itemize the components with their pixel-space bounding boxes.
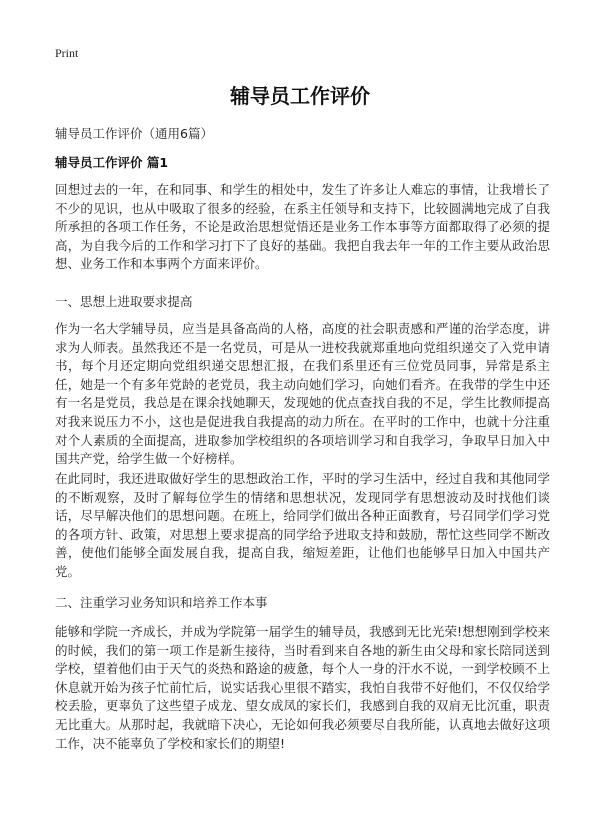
- paragraph-intro: 回想过去的一年，在和同事、和学生的相处中，发生了许多让人难忘的事情，让我增长了不少的见识，也从中吸取了很多的经验，在系主任领导和支持下，比较圆满地完成了自我所承担的各项工作任务，不论是政治思想觉悟还是业务工作本事等方面都取得了必须的提高，为自我今后的工作和学习打下了良好的基础。我把自我去年一年的工作主要从政治思想、业务工作和本事两个方面来评价。: [55, 182, 550, 272]
- paragraph-growth: 能够和学院一齐成长，并成为学院第一届学生的辅导员，我感到无比光荣!想想刚到学校来的时候，我们的第一项工作是新生接待，当时看到来自各地的新生由父母和家长陪同送到学校，望着他们由于天气的炎热和路途的疲惫，每个人一身的汗水不说，一到学校顾不上休息就开始为孩子忙前忙后，说实话我心里很不踏实，我怕自我带不好他们，不仅仅给学校丢脸，更辜负了这些望子成龙、望女成凤的家长们，我感到自我的双肩无比沉重，职责无比重大。从那时起，我就暗下决心，无论如何我必须要尽自我所能，认真地去做好这项工作，决不能辜负了学校和家长们的期望!: [55, 624, 550, 751]
- section-heading-1: 一、思想上进取要求提高: [55, 294, 193, 309]
- paragraph-student-work: 在此同时，我还进取做好学生的思想政治工作，平时的学习生活中，经过自我和其他同学的不断观察，及时了解每位学生的情绪和思想状况，发现同学有思想波动及时找他们谈话，尽早解决他们的思想问题。在班上，给同学们做出各种正面教育，号召同学们学习党的各项方针、政策，对思想上要求提高的同学给予进取支持和鼓励，帮忙这些同学不断改善，使他们能够全面发展自我，提高自我，缩短差距，让他们也能够早日加入中国共产党。: [55, 471, 550, 579]
- paragraph-political: 作为一名大学辅导员，应当是具备高尚的人格，高度的社会职责感和严谨的治学态度，讲求为人师表。虽然我还不是一名党员，可是从一进校我就郑重地向党组织递交了入党申请书，每个月还定期向党组织递交思想汇报，在我们系里还有三位党员同事，异常是系主任，她是一个有多年党龄的老党员，我主动向她们学习，向她们看齐。在我带的学生中还有一名是党员，我总是在课余找她聊天，发现她的优点查找自我的不足，学生比教师提高对我来说压力不小，这也是促进我自我提高的动力所在。在平时的工作中，也就十分注重对个人素质的全面提高，进取参加学校组织的各项培训学习和自我学习，争取早日加入中国共产党，给学生做一个好榜样。: [55, 321, 550, 467]
- document-subtitle: 辅导员工作评价（通用6篇）: [55, 126, 213, 141]
- article-heading: 辅导员工作评价 篇1: [55, 155, 169, 170]
- print-link[interactable]: Print: [55, 46, 79, 60]
- page-title: 辅导员工作评价: [230, 84, 370, 108]
- section-heading-2: 二、注重学习业务知识和培养工作本事: [55, 595, 268, 610]
